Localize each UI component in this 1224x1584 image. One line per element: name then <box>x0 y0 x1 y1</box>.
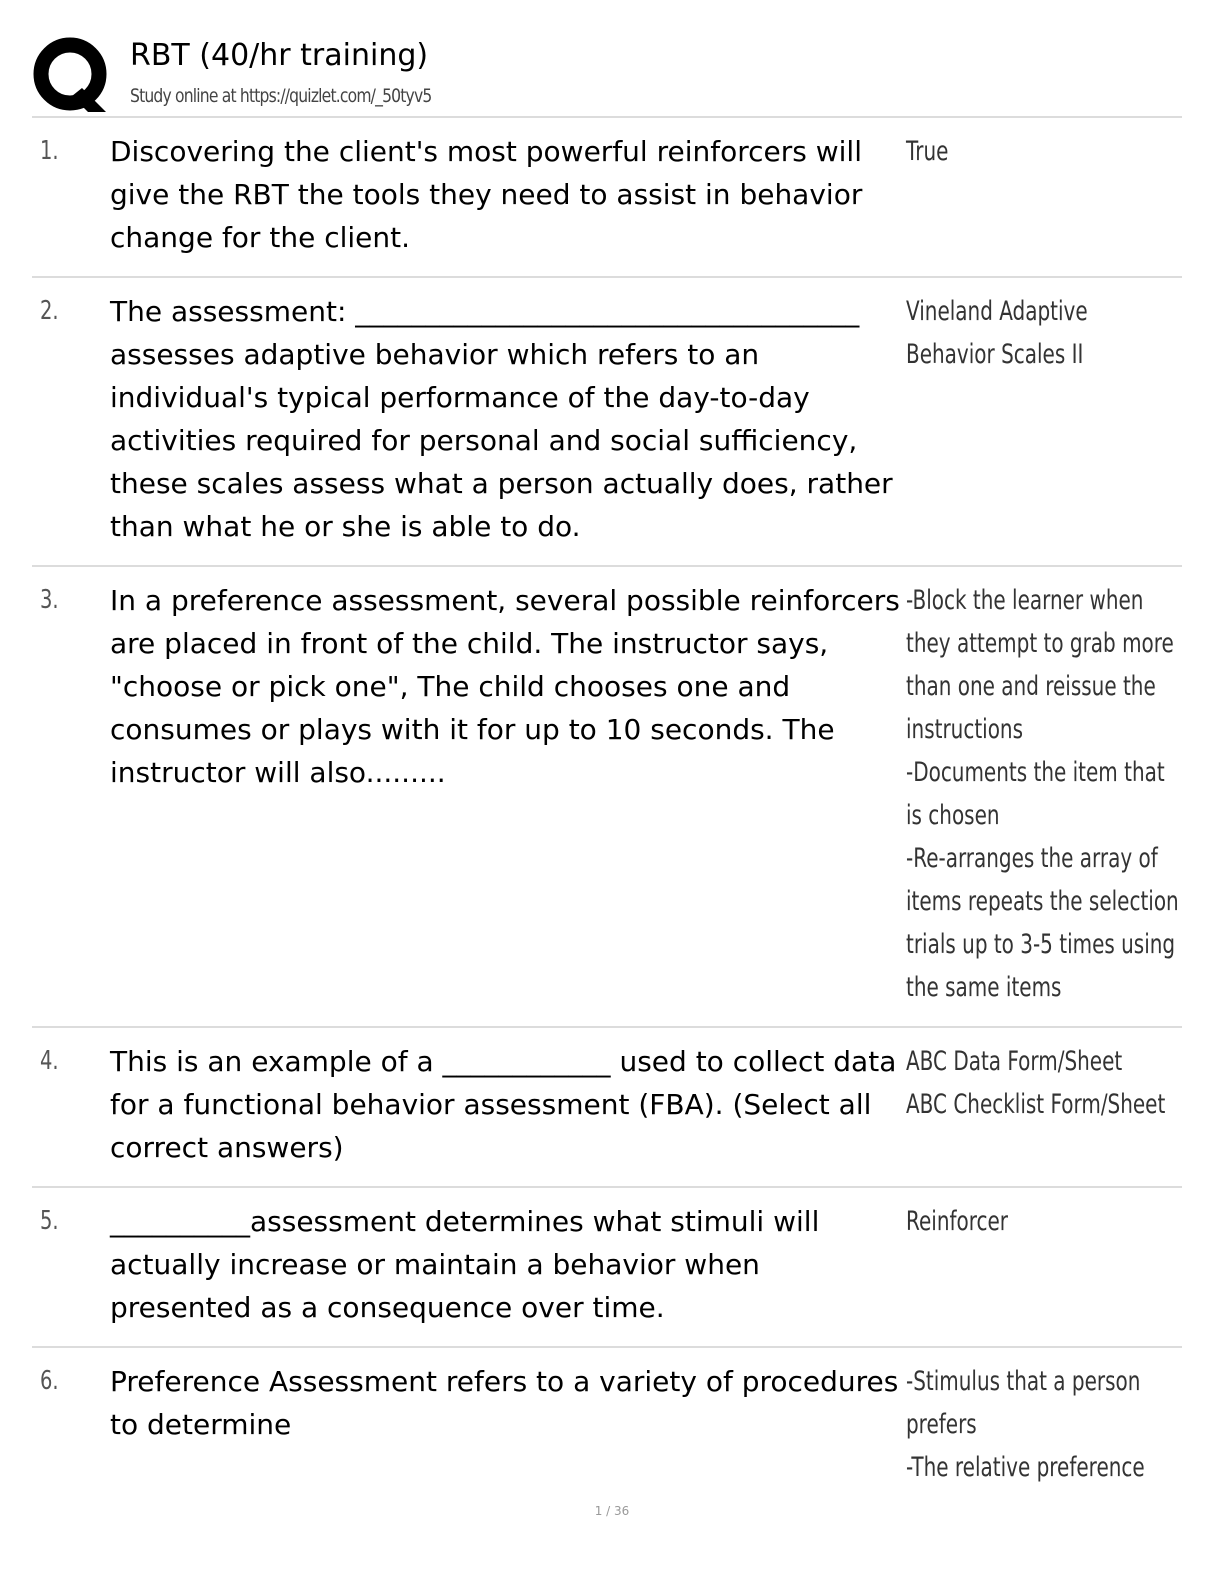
divider <box>32 565 1182 567</box>
quizlet-logo-icon <box>32 36 112 116</box>
card-definition: True <box>906 136 949 167</box>
card-number: 4. <box>40 1046 59 1076</box>
card-term: In a preference assessment, several possible reinforcers are placed in front of the child. The instructor says, "choose or pick one", The child chooses one and consumes or plays with it for up to 10 seconds. The instructor will also......... <box>110 584 900 789</box>
divider <box>32 1186 1182 1188</box>
card-term: Preference Assessment refers to a variety of procedures to determine <box>110 1365 899 1441</box>
card-term: Discovering the client's most powerful reinforcers will give the RBT the tools they need to assist in behavior change for the client. <box>110 135 863 254</box>
study-online-link[interactable]: Study online at https://quizlet.com/_50tyv5 <box>130 85 432 107</box>
card-definition: Reinforcer <box>906 1206 1009 1237</box>
card-number: 5. <box>40 1206 59 1236</box>
card-number: 6. <box>40 1366 59 1396</box>
card-term: This is an example of a ____________ used to collect data for a functional behavior assessment (FBA). (Select all correct answers) <box>110 1045 897 1164</box>
divider <box>32 116 1182 118</box>
document-header <box>32 32 1182 116</box>
card-definition: -Block the learner when they attempt to grab more than one and reissue the instructions -Documents the item that is chosen -Re-arranges the array of items repeats the selection trials up to 3-5 times using the same items <box>906 585 1179 1003</box>
card-term: __________assessment determines what stimuli will actually increase or maintain a behavior when presented as a consequence over time. <box>110 1205 820 1324</box>
card-definition: Vineland Adaptive Behavior Scales II <box>906 296 1088 370</box>
divider <box>32 1346 1182 1348</box>
card-number: 3. <box>40 585 59 615</box>
divider <box>32 276 1182 278</box>
card-term: The assessment: ____________________________________ assesses adaptive behavior which refers to an individual's typical performance of the day-to-day activities required for personal and social sufficiency, these scales assess what a person actually does, rather than what he or she is able to do. <box>110 295 893 543</box>
card-number: 1. <box>40 136 59 166</box>
card-definition: ABC Data Form/Sheet ABC Checklist Form/Sheet <box>906 1046 1166 1120</box>
set-title: RBT (40/hr training) <box>130 38 429 73</box>
page-number: 1 / 36 <box>594 1504 630 1518</box>
divider <box>32 1026 1182 1028</box>
card-definition: -Stimulus that a person prefers -The relative preference <box>906 1366 1145 1483</box>
card-number: 2. <box>40 296 59 326</box>
